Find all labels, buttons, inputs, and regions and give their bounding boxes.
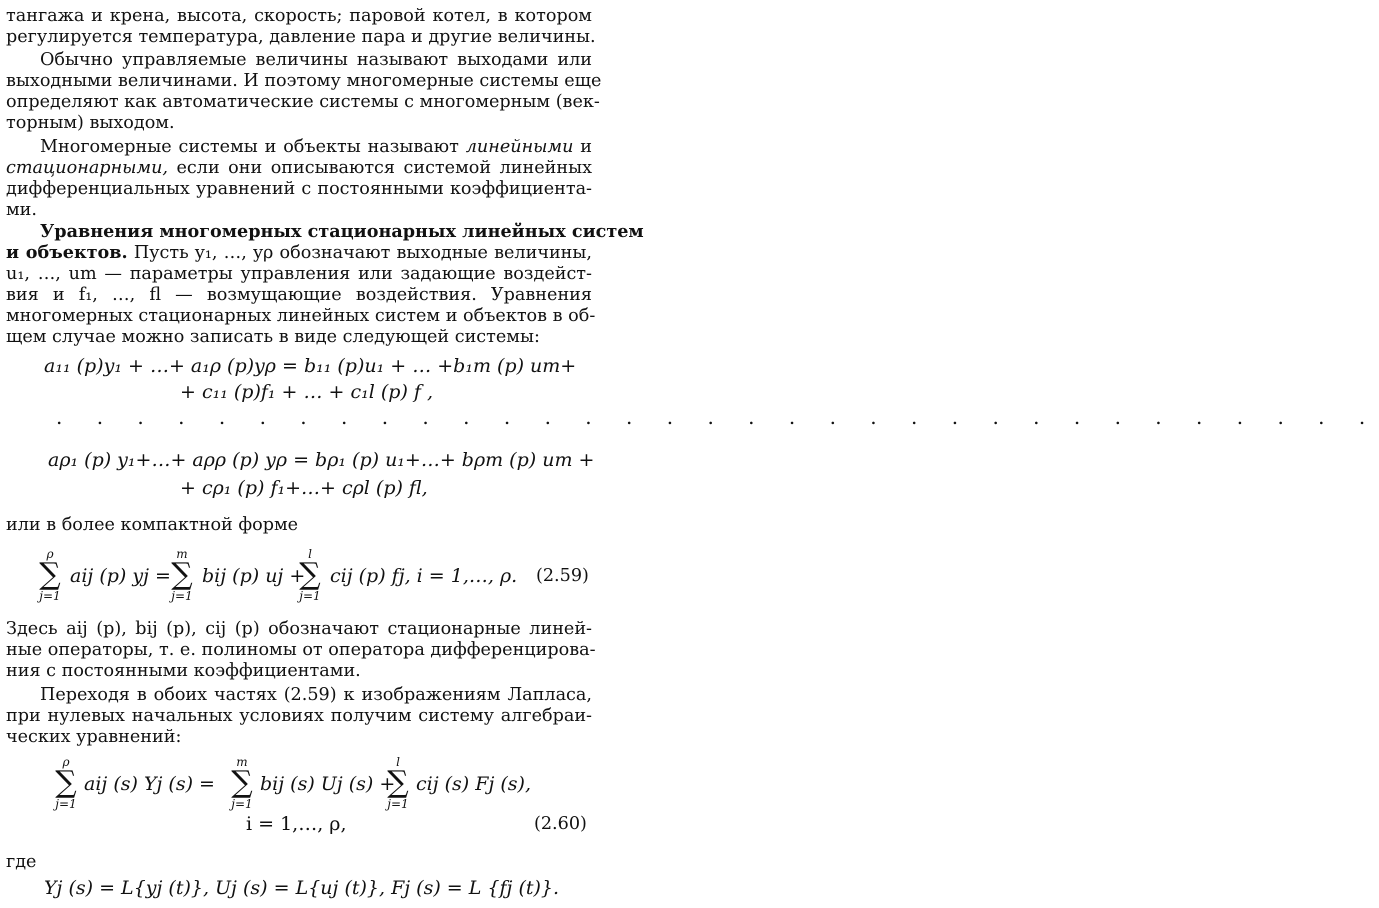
sum-upper-limit: ρ: [46, 547, 54, 561]
sigma-glyph: ∑: [39, 557, 61, 592]
sigma-glyph: ∑: [231, 765, 253, 800]
text-line: ные операторы, т. е. полиномы от оператора дифференцирова-: [6, 640, 596, 660]
equation-term: aij (p) yj =: [70, 565, 171, 587]
equation-line: aρ₁ (p) y₁+…+ aρρ (p) yρ = bρ₁ (p) u₁+…+ bρm (p) um +: [48, 449, 595, 471]
text-line: ческих уравнений:: [6, 727, 182, 747]
equation-line: Yj (s) = L{yj (t)}, Uj (s) = L{uj (t)}, Fj (s) = L {fj (t)}.: [44, 877, 560, 899]
text-line: определяют как автоматические системы с многомерным (век-: [6, 92, 600, 112]
sum-symbol: [168, 548, 196, 602]
ellipsis-row: . . . . . . . . . . . . . . . . . . . . . . . . . . . . . . . . .: [56, 405, 1379, 429]
sum-symbol: [384, 756, 412, 810]
text-line: тангажа и крена, высота, скорость; паровой котел, в котором: [6, 6, 592, 26]
text-line: вия и f₁, …, fl — возмущающие воздействия. Уравнения: [6, 285, 592, 305]
sum-upper-limit: l: [308, 547, 312, 561]
sigma-glyph: ∑: [387, 765, 409, 800]
text-line: ния с постоянными коэффициентами.: [6, 661, 361, 681]
equation-condition: i = 1,…, ρ,: [246, 813, 347, 835]
text-span: и: [580, 137, 592, 157]
equation-term: cij (p) fj, i = 1,…, ρ.: [330, 565, 518, 587]
equation-number: (2.59): [536, 566, 589, 586]
text-line: [40, 137, 592, 157]
sum-lower-limit: j=1: [55, 797, 77, 811]
term-linear: линейными: [465, 137, 574, 157]
text-span: если они описываются системой линейных: [176, 158, 592, 178]
text-line: регулируется температура, давление пара и другие величины.: [6, 27, 596, 47]
sum-lower-limit: j=1: [387, 797, 409, 811]
sum-lower-limit: j=1: [299, 589, 321, 603]
equation-term: aij (s) Yj (s) =: [84, 773, 215, 795]
sum-upper-limit: m: [236, 755, 248, 769]
sum-lower-limit: j=1: [171, 589, 193, 603]
sum-symbol: [36, 548, 64, 602]
sum-lower-limit: j=1: [231, 797, 253, 811]
text-line: Переходя в обоих частях (2.59) к изображениям Лапласа,: [40, 685, 592, 705]
text-line: торным) выходом.: [6, 113, 175, 133]
sum-symbol: [228, 756, 256, 810]
section-heading: и объектов.: [6, 242, 128, 263]
text-line: [6, 158, 592, 178]
text-line: выходными величинами. И поэтому многомерные системы еще: [6, 71, 602, 91]
term-stationary: стационарными,: [6, 158, 168, 178]
sum-upper-limit: l: [396, 755, 400, 769]
text-line: щем случае можно записать в виде следующей системы:: [6, 327, 540, 347]
sum-upper-limit: ρ: [62, 755, 70, 769]
text-line: Здесь aij (p), bij (p), cij (p) обозначают стационарные линей-: [6, 619, 592, 639]
text-line: u₁, …, um — параметры управления или задающие воздейст-: [6, 264, 592, 284]
sigma-glyph: ∑: [55, 765, 77, 800]
text-line: [6, 243, 592, 263]
equation-term: cij (s) Fj (s),: [416, 773, 531, 795]
text-line: дифференциальных уравнений с постоянными коэффициента-: [6, 179, 592, 199]
sum-lower-limit: j=1: [39, 589, 61, 603]
sum-symbol: [52, 756, 80, 810]
section-heading: Уравнения многомерных стационарных линейных систем: [40, 221, 644, 242]
equation-number: (2.60): [534, 814, 587, 834]
text-line: Обычно управляемые величины называют выходами или: [40, 50, 592, 70]
text-line: или в более компактной форме: [6, 515, 299, 535]
text-line: где: [6, 852, 37, 872]
text-line: при нулевых начальных условиях получим систему алгебраи-: [6, 706, 592, 726]
equation-line: a₁₁ (p)y₁ + …+ a₁ρ (p)yρ = b₁₁ (p)u₁ + … +b₁m (p) um+: [44, 355, 577, 377]
sum-symbol: [296, 548, 324, 602]
text-span: Многомерные системы и объекты называют: [40, 137, 459, 157]
text-span: Пусть y₁, …, yρ обозначают выходные величины,: [133, 243, 593, 263]
equation-line: + cρ₁ (p) f₁+…+ cρl (p) fl,: [180, 477, 428, 499]
sum-upper-limit: m: [176, 547, 188, 561]
sigma-glyph: ∑: [171, 557, 193, 592]
equation-term: bij (s) Uj (s) +: [260, 773, 396, 795]
equation-term: bij (p) uj +: [202, 565, 306, 587]
text-line: многомерных стационарных линейных систем и объектов в об-: [6, 306, 596, 326]
equation-line: + c₁₁ (p)f₁ + … + c₁l (p) f ,: [180, 381, 434, 403]
text-line: ми.: [6, 200, 38, 220]
sigma-glyph: ∑: [299, 557, 321, 592]
